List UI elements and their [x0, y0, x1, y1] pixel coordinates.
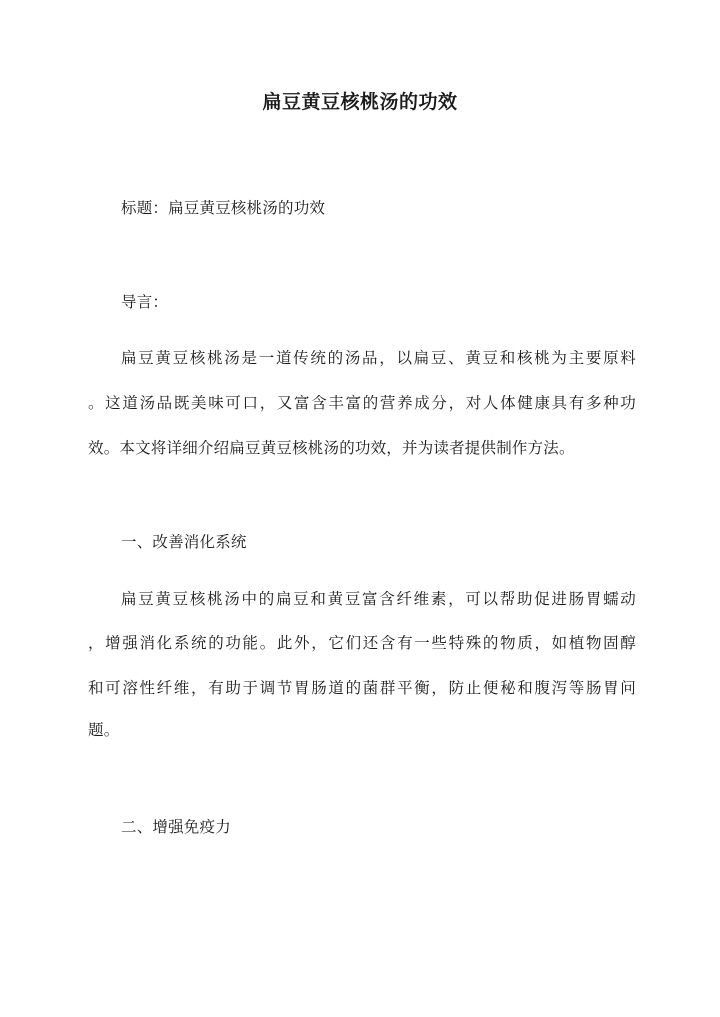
intro-line-1: 扁豆黄豆核桃汤是一道传统的汤品，以扁豆、黄豆和核桃为主要原料: [121, 349, 636, 367]
intro-heading: 导言：: [121, 293, 169, 311]
section-1-line-4: 题。: [88, 721, 120, 739]
section-1-line-1: 扁豆黄豆核桃汤中的扁豆和黄豆富含纤维素，可以帮助促进肠胃蠕动: [121, 590, 636, 608]
document-title: 扁豆黄豆核桃汤的功效: [262, 91, 458, 113]
intro-line-3: 效。本文将详细介绍扁豆黄豆核桃汤的功效，并为读者提供制作方法。: [88, 439, 575, 457]
subject-line: 标题：扁豆黄豆核桃汤的功效: [121, 199, 326, 217]
section-1-heading: 一、改善消化系统: [121, 533, 247, 551]
intro-line-2: 。这道汤品既美味可口，又富含丰富的营养成分，对人体健康具有多种功: [88, 394, 636, 412]
section-2-heading: 二、增强免疫力: [121, 818, 231, 836]
section-1-line-2: ，增强消化系统的功能。此外，它们还含有一些特殊的物质，如植物固醇: [88, 634, 636, 652]
section-1-line-3: 和可溶性纤维，有助于调节胃肠道的菌群平衡，防止便秘和腹泻等肠胃问: [88, 679, 636, 697]
